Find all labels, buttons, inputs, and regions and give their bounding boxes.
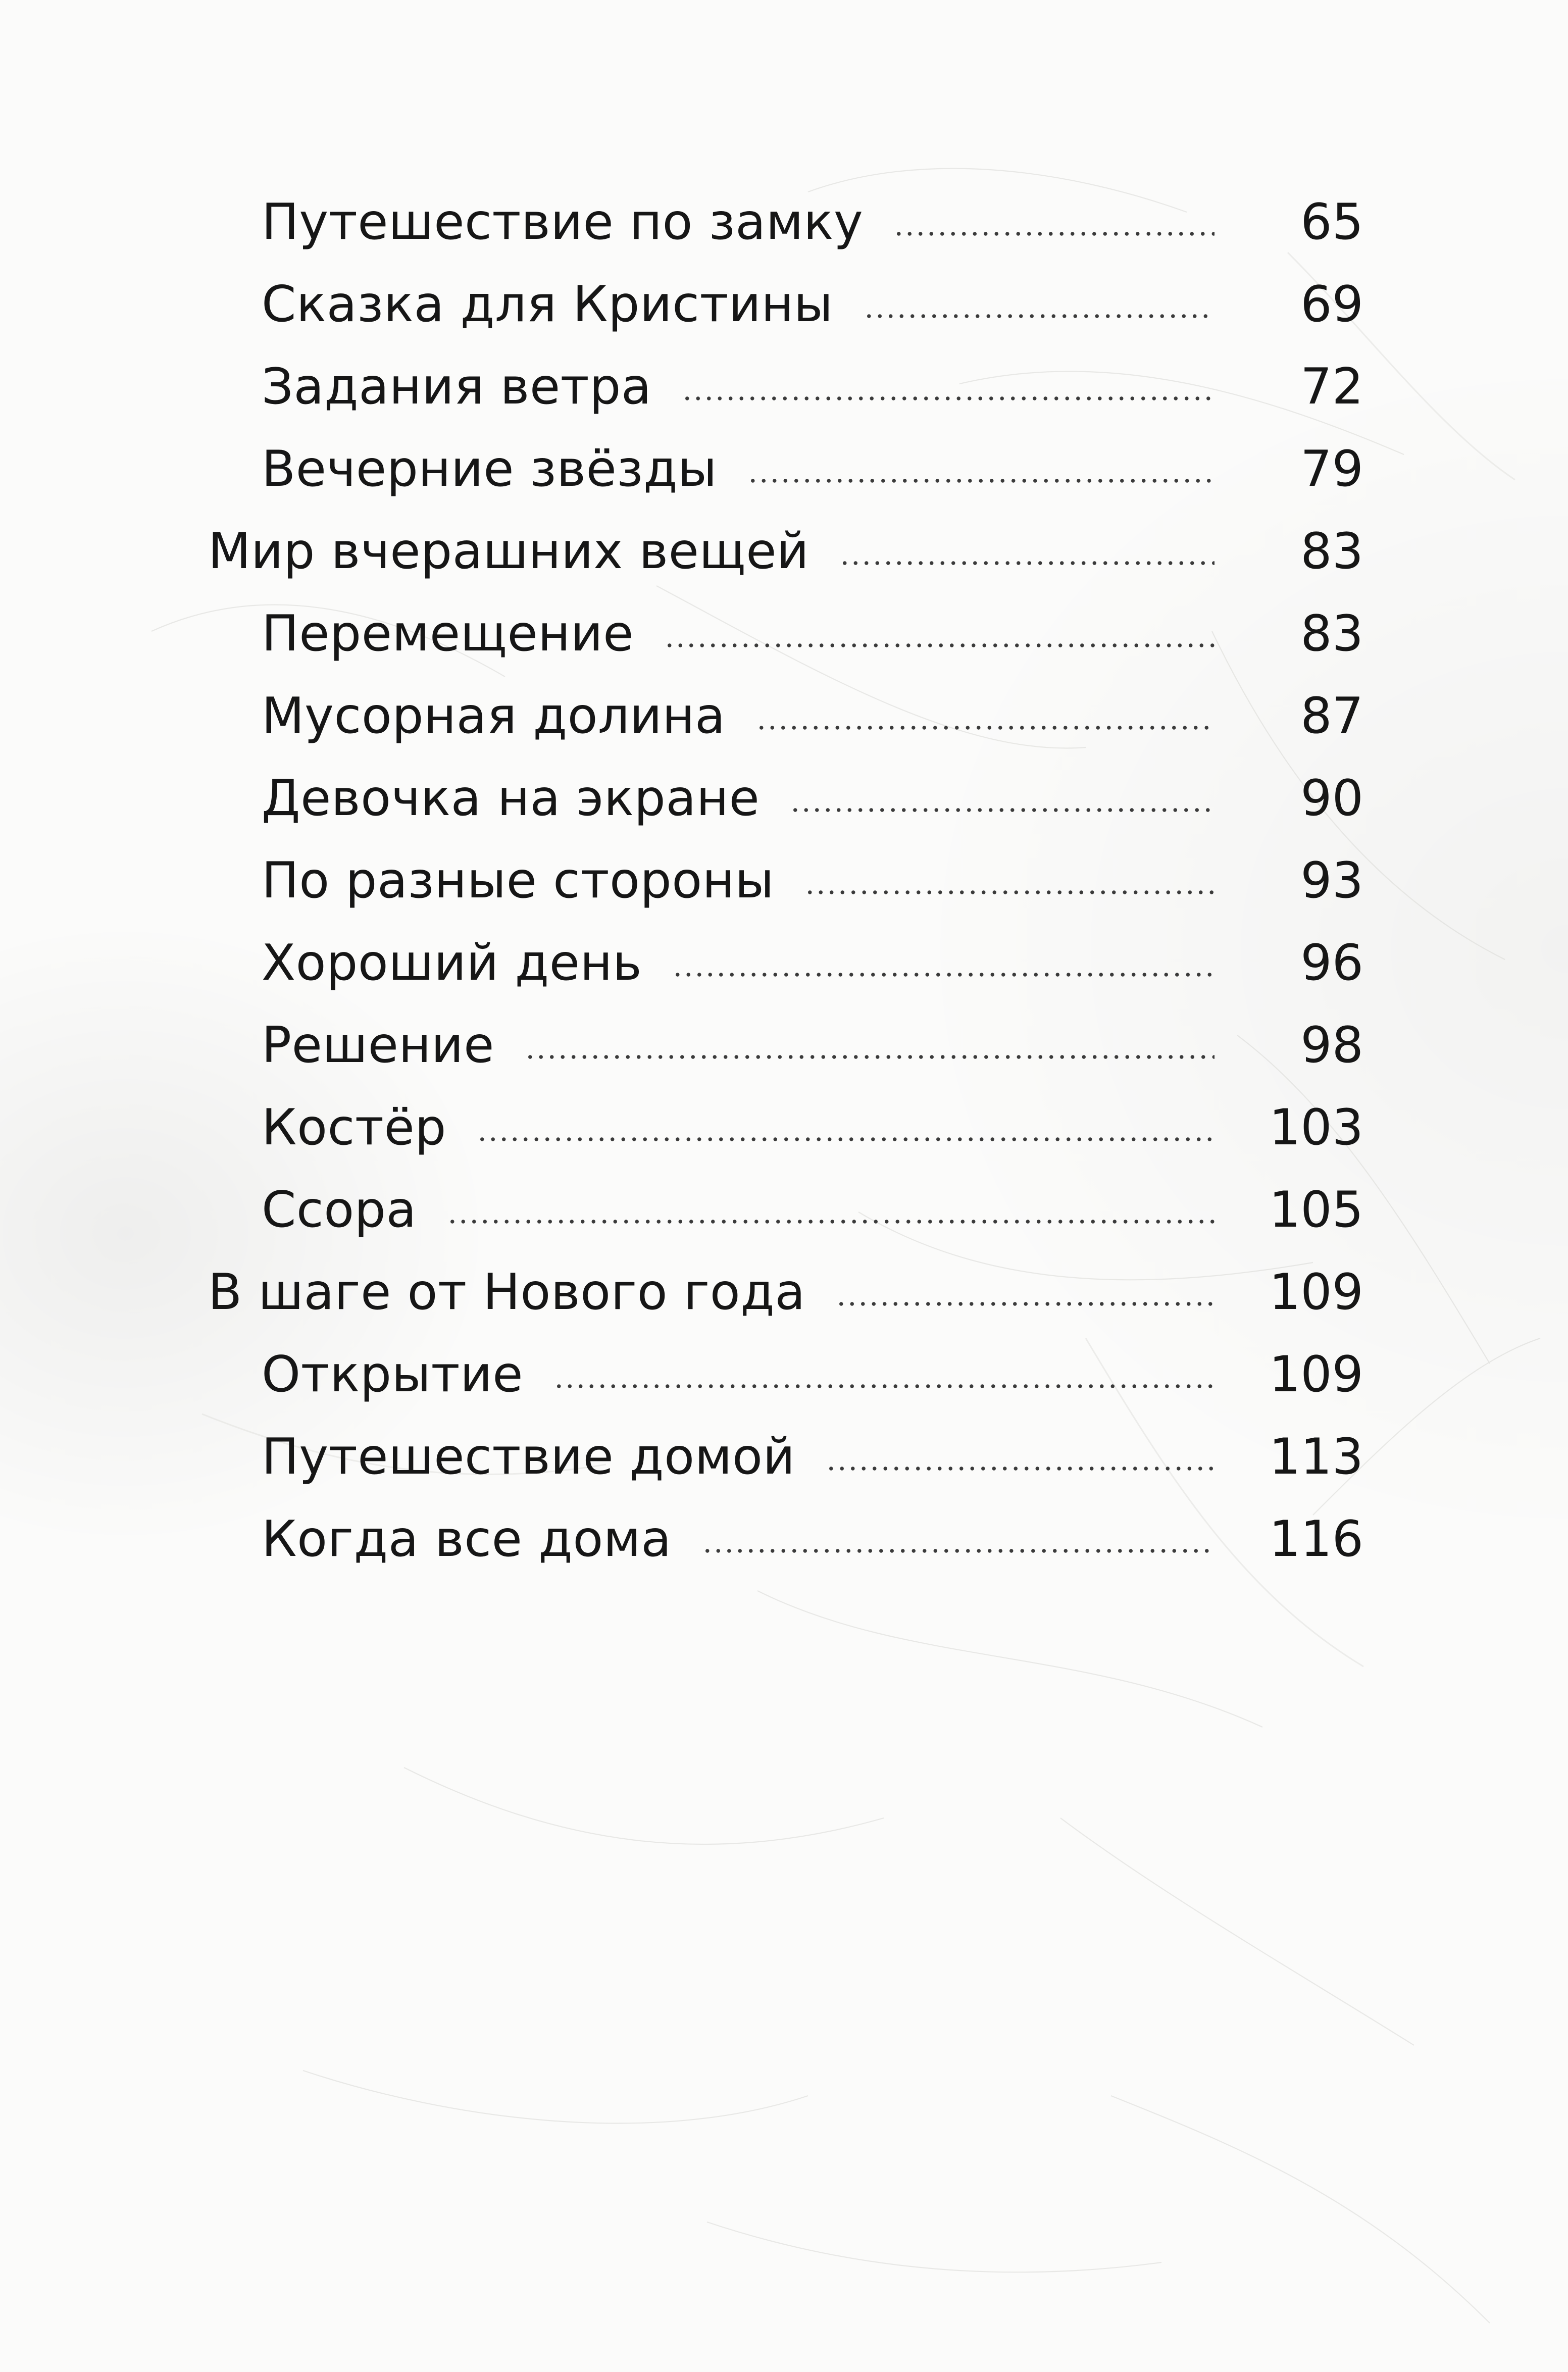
toc-chapter-entry	[262, 601, 1363, 667]
toc-page-number: 109	[1269, 1346, 1363, 1403]
toc-chapter-entry	[262, 848, 1363, 914]
toc-entry-title: Мусорная долина	[262, 687, 726, 745]
toc-entry-title: Девочка на экране	[262, 770, 760, 827]
toc-chapter-entry	[262, 1095, 1363, 1160]
toc-dot-leader	[836, 1302, 1215, 1306]
toc-chapter-entry	[262, 189, 1363, 255]
toc-page-number: 93	[1300, 852, 1363, 910]
toc-chapter-entry	[262, 354, 1363, 420]
toc-entry-title: В шаге от Нового года	[208, 1264, 805, 1321]
toc-dot-leader	[864, 314, 1215, 318]
toc-chapter-entry	[262, 1013, 1363, 1078]
toc-dot-leader	[702, 1549, 1215, 1553]
toc-page-number: 83	[1300, 523, 1363, 580]
toc-entry-title: Когда все дома	[262, 1510, 672, 1568]
toc-chapter-entry	[262, 272, 1363, 337]
toc-entry-title: Перемещение	[262, 605, 634, 663]
toc-section-entry	[208, 1259, 1363, 1325]
toc-dot-leader	[804, 890, 1215, 894]
toc-entry-title: Вечерние звёзды	[262, 440, 718, 498]
toc-dot-leader	[893, 232, 1215, 236]
toc-entry-title: Мир вчерашних вещей	[208, 523, 810, 580]
toc-entry-title: Хороший день	[262, 934, 642, 992]
toc-entry-title: Ссора	[262, 1181, 417, 1239]
toc-dot-leader	[447, 1220, 1215, 1224]
toc-entry-title: По разные стороны	[262, 852, 775, 910]
toc-page-number: 103	[1269, 1099, 1363, 1156]
toc-page-number: 90	[1300, 770, 1363, 827]
toc-page-number: 65	[1300, 193, 1363, 251]
toc-section-entry	[208, 519, 1363, 584]
toc-dot-leader	[682, 396, 1215, 400]
toc-page-number: 98	[1300, 1017, 1363, 1074]
toc-dot-leader	[826, 1467, 1215, 1471]
toc-chapter-entry	[262, 683, 1363, 749]
toc-chapter-entry	[262, 930, 1363, 996]
toc-dot-leader	[525, 1055, 1215, 1059]
toc-page-number: 79	[1300, 440, 1363, 498]
toc-dot-leader	[477, 1137, 1215, 1141]
toc-chapter-entry	[262, 1342, 1363, 1407]
toc-page-number: 87	[1300, 687, 1363, 745]
toc-page-number: 113	[1269, 1428, 1363, 1486]
toc-dot-leader	[672, 973, 1215, 977]
toc-entry-title: Решение	[262, 1017, 494, 1074]
toc-dot-leader	[664, 643, 1215, 647]
toc-dot-leader	[839, 561, 1215, 565]
toc-dot-leader	[553, 1384, 1215, 1388]
toc-chapter-entry	[262, 436, 1363, 502]
toc-entry-title: Путешествие по замку	[262, 193, 864, 251]
toc-page-number: 96	[1300, 934, 1363, 992]
toc-dot-leader	[747, 479, 1215, 483]
toc-page-number: 105	[1269, 1181, 1363, 1239]
toc-entry-title: Открытие	[262, 1346, 524, 1403]
toc-entry-title: Задания ветра	[262, 358, 652, 416]
toc-page-number: 109	[1269, 1264, 1363, 1321]
toc-page-number: 72	[1300, 358, 1363, 416]
toc-dot-leader	[790, 808, 1215, 812]
toc-page-number: 83	[1300, 605, 1363, 663]
toc-page-number: 69	[1300, 276, 1363, 333]
toc-chapter-entry	[262, 766, 1363, 831]
toc-entry-title: Сказка для Кристины	[262, 276, 833, 333]
toc-chapter-entry	[262, 1424, 1363, 1490]
toc-entry-title: Путешествие домой	[262, 1428, 795, 1486]
toc-chapter-entry	[262, 1506, 1363, 1572]
toc-dot-leader	[756, 726, 1215, 730]
toc-page-number: 116	[1269, 1510, 1363, 1568]
toc-chapter-entry	[262, 1177, 1363, 1243]
toc-entry-title: Костёр	[262, 1099, 447, 1156]
